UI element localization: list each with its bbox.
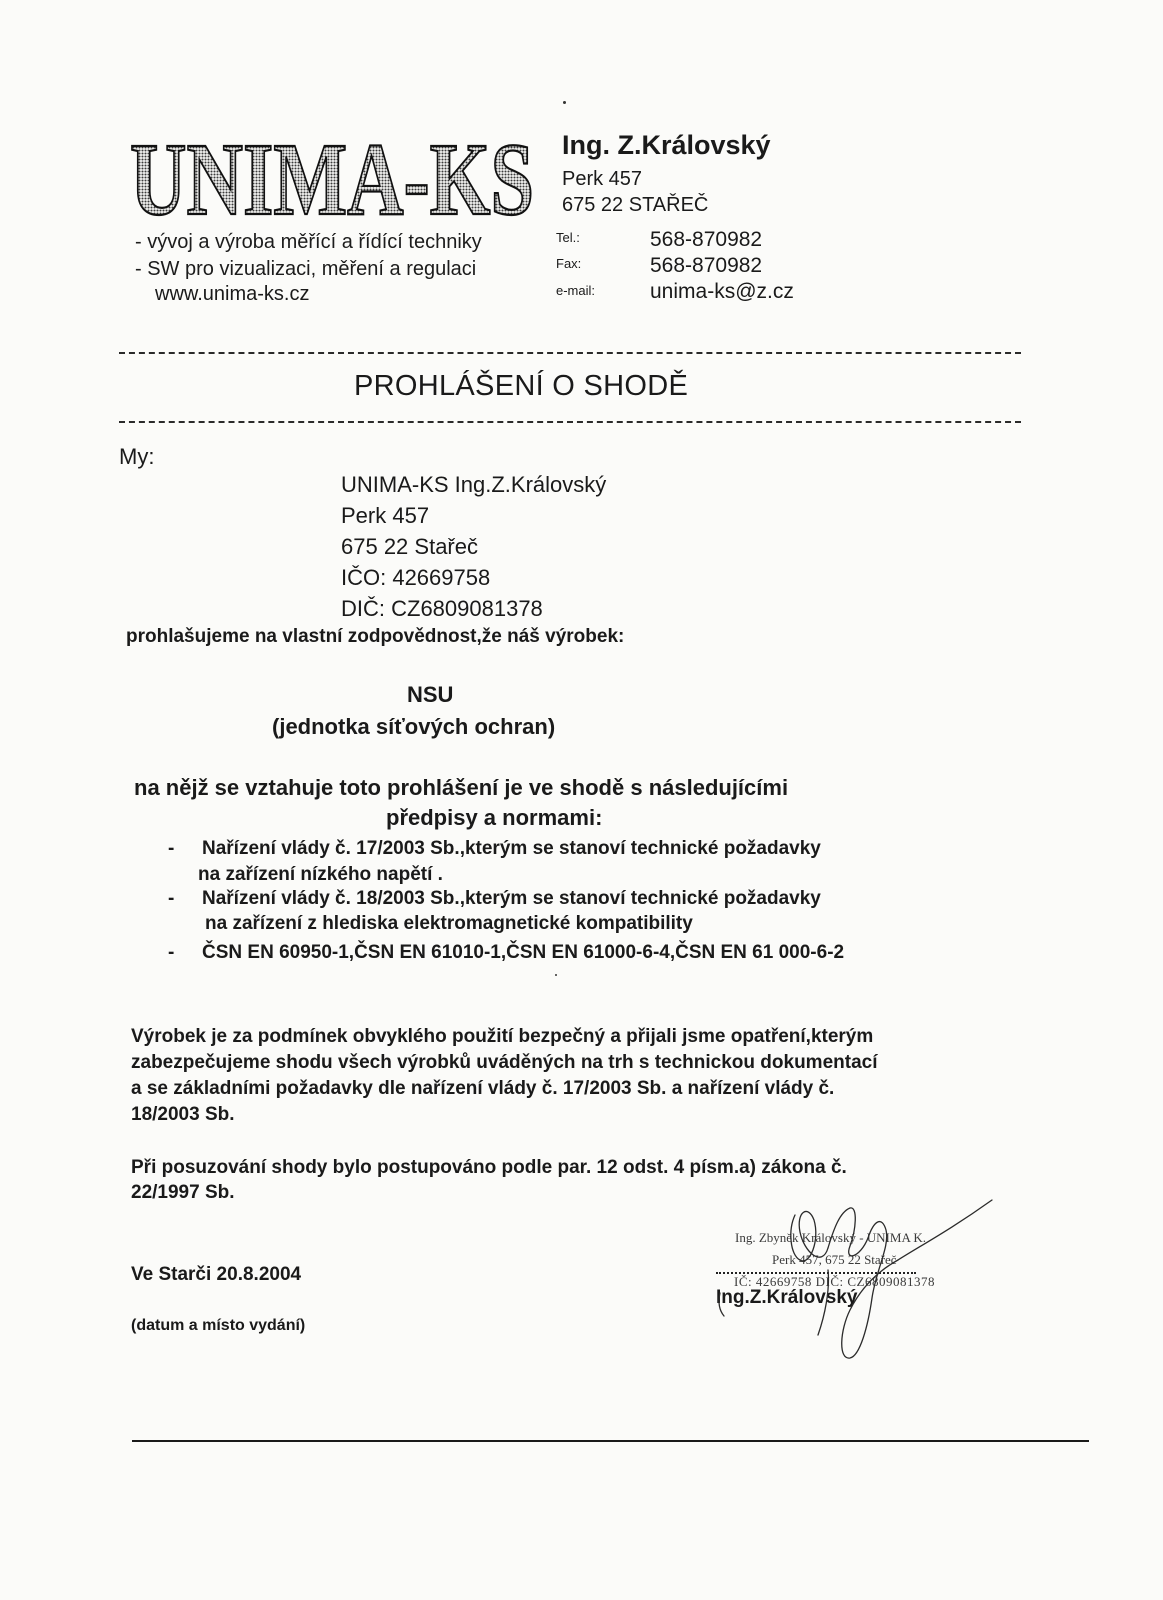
regulation-bullet: - (168, 942, 175, 963)
fax-value: 568-870982 (650, 254, 763, 277)
email-label: e-mail: (556, 283, 596, 298)
standards-list: ČSN EN 60950-1,ČSN EN 61010-1,ČSN EN 61000-6-4,ČSN EN 61 000-6-2 (202, 942, 845, 963)
tel-value: 568-870982 (650, 228, 763, 251)
safety-paragraph-line-4: 18/2003 Sb. (131, 1104, 235, 1125)
bottom-dashed-divider (119, 421, 1021, 423)
safety-paragraph-line-3: a se základními požadavky dle nařízení vlády č. 17/2003 Sb. a nařízení vlády č. (131, 1078, 835, 1099)
declarer-ico: IČO: 42669758 (341, 565, 491, 590)
assessment-paragraph-line-2: 22/1997 Sb. (131, 1182, 235, 1203)
declarer-street: Perk 457 (341, 503, 430, 528)
document-title: PROHLÁŠENÍ O SHODĚ (354, 370, 689, 402)
product-name: NSU (407, 682, 454, 707)
tagline-development: - vývoj a výroba měřící a řídící techniky (135, 231, 482, 253)
regulation-1-line-1: Nařízení vlády č. 17/2003 Sb.,kterým se stanoví technické požadavky (202, 838, 821, 859)
safety-paragraph-line-2: zabezpečujeme shodu všech výrobků uváděných na trh s technickou dokumentací (131, 1052, 878, 1073)
handwritten-signature (700, 1120, 1020, 1380)
place-and-date: Ve Starči 20.8.2004 (131, 1264, 302, 1285)
regulation-1-line-2: na zařízení nízkého napětí . (198, 864, 443, 885)
company-website: www.unima-ks.cz (155, 283, 310, 305)
logo-text: UNIMA-KS (130, 122, 534, 230)
stamp-line-2: Perk 457, 675 22 Stařeč (772, 1252, 897, 1267)
regulation-bullet: - (168, 838, 175, 859)
top-dashed-divider (119, 352, 1021, 354)
we-label: My: (119, 444, 155, 469)
scan-speck (555, 974, 557, 976)
fax-label: Fax: (556, 256, 582, 271)
scan-speck (563, 101, 566, 104)
tagline-software: - SW pro vizualizaci, měření a regulaci (135, 258, 477, 280)
stamp-line-1: Ing. Zbyněk Královský - UNIMA K. (735, 1230, 927, 1245)
company-name: Ing. Z.Královský (562, 130, 771, 160)
tel-label: Tel.: (556, 230, 580, 245)
company-logo (126, 122, 538, 230)
regulation-2-line-1: Nařízení vlády č. 18/2003 Sb.,kterým se stanoví technické požadavky (202, 888, 821, 909)
safety-paragraph-line-1: Výrobek je za podmínek obvyklého použití bezpečný a přijali jsme opatření,kterým (131, 1026, 874, 1047)
declaration-intro: prohlašujeme na vlastní zodpovědnost,že náš výrobek: (126, 626, 625, 647)
conformity-statement-cont: předpisy a normami: (386, 805, 603, 830)
email-value: unima-ks@z.cz (650, 280, 794, 303)
assessment-paragraph-line-1: Při posuzování shody bylo postupováno podle par. 12 odst. 4 písm.a) zákona č. (131, 1157, 847, 1178)
declarer-name: UNIMA-KS Ing.Z.Královský (341, 472, 607, 497)
company-street: Perk 457 (562, 168, 643, 190)
conformity-statement: na nějž se vztahuje toto prohlášení je ve shodě s následujícími (134, 775, 789, 800)
bottom-rule (132, 1440, 1089, 1442)
stamp-line-3: IČ: 42669758 DIČ: CZ6809081378 (734, 1274, 935, 1289)
place-and-date-caption: (datum a místo vydání) (131, 1317, 306, 1334)
regulation-2-line-2: na zařízení z hlediska elektromagnetické kompatibility (205, 913, 693, 934)
product-description: (jednotka síťových ochran) (272, 714, 556, 739)
regulation-bullet: - (168, 888, 175, 909)
declarer-city: 675 22 Stařeč (341, 534, 478, 559)
company-city: 675 22 STAŘEČ (562, 194, 709, 216)
declarer-dic: DIČ: CZ6809081378 (341, 596, 543, 621)
signatory-name: Ing.Z.Královský (716, 1287, 858, 1308)
